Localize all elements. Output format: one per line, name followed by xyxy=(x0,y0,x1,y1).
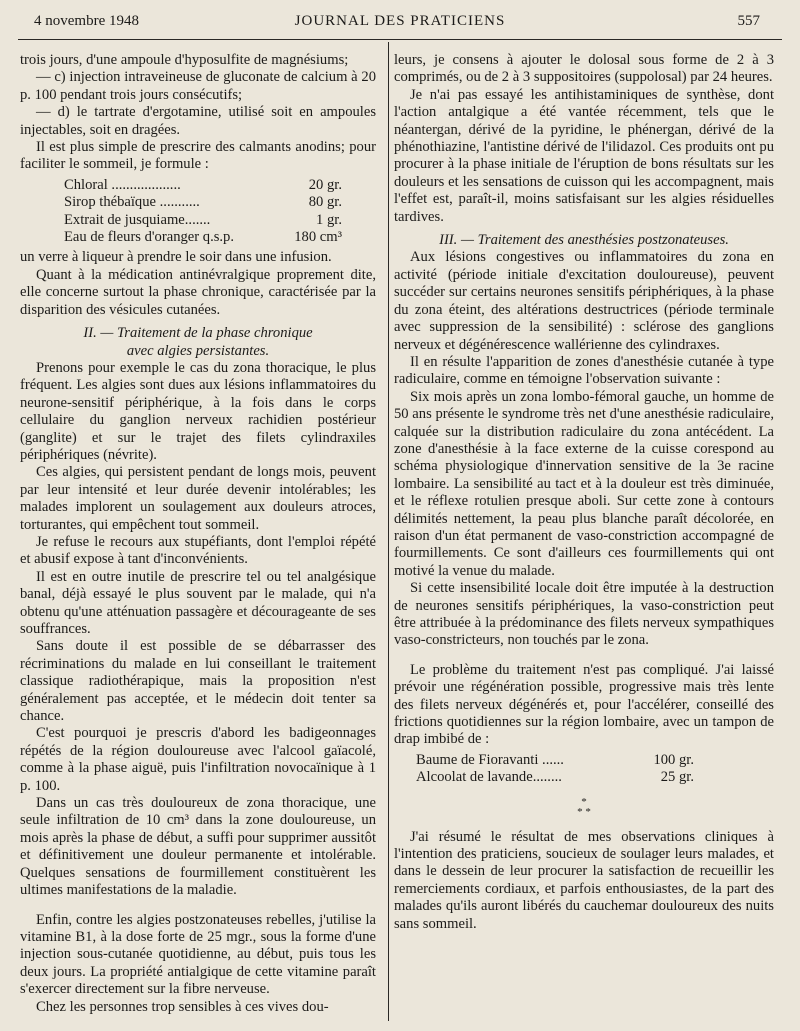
ingredient: Chloral ................... xyxy=(64,176,181,193)
paragraph: Dans un cas très douloureux de zona thoracique, une seule infiltration de 10 cm³ dans la zone douloureuse, un mois après la phase de début, a suffi pour supprimer aussitôt et définitivement une douleur permanente et intolérable. Quelques sensations de fourmillement constituèrent les ultimes manifestations de la maladie. xyxy=(20,795,376,899)
paragraph: — c) injection intraveineuse de gluconate de calcium à 20 p. 100 pendant trois jours consécutifs; xyxy=(20,69,376,103)
left-column xyxy=(20,52,376,1016)
paragraph: Prenons pour exemple le cas du zona thoracique, le plus fréquent. Les algies sont dues aux lésions inflammatoires du neurone-sensitif périphérique, à la fois dans le corps cellulaire du ganglion nerveux rachidien postérieur (ganglite) et sur le trajet des filets cylindraxiles périphériques (névrite). xyxy=(20,359,376,463)
quantity: 20 gr. xyxy=(308,176,342,193)
ingredient: Extrait de jusquiame....... xyxy=(64,211,211,228)
prescription-row xyxy=(20,177,376,194)
paragraph: trois jours, d'une ampoule d'hyposulfite de magnésiums; xyxy=(20,52,349,68)
paragraph: leurs, je consens à ajouter le dolosal sous forme de 2 à 3 comprimés, ou de 2 à 3 suppositoires (suppolosal) par 24 heures. xyxy=(394,52,774,86)
ingredient: Alcoolat de lavande........ xyxy=(416,769,562,786)
paragraph: Ces algies, qui persistent pendant de longs mois, peuvent par leur intensité et leur durée devenir intolérables; les malades implorent un soulagement aux douleurs atroces, torturantes, qui empêchent tout sommeil. xyxy=(20,464,376,533)
paragraph: Chez les personnes trop sensibles à ces vives dou- xyxy=(36,998,329,1015)
ingredient: Sirop thébaïque ........... xyxy=(64,194,200,211)
paragraph: Six mois après un zona lombo-fémoral gauche, un homme de 50 ans présente le syndrome très net d'une anesthésie radiculaire, calquée sur la distribution radiculaire du zona antécédent. La zone d'anesthésie à la face externe de la cuisse corespond au schéma physiologique d'innervation sensitive de la 3e racine lombaire. La sensibilité au tact et à la douleur est très diminuée, et le réflexe rotulien presque aboli. Sur cette zone à contours délimités nettement, la peau plus blanche paraît décolorée, en raison d'un état permanent de vaso-constriction accompagné de fourmillements. Ce sont d'ailleurs ces fourmillements qui ont motivé la venue du malade. xyxy=(394,388,774,579)
paragraph: Je n'ai pas essayé les antihistaminiques de synthèse, dont l'action antalgique a été vantée récemment, tels que le néantergan, dérivé de la pyridine, le phénergan, dérivé de la phénothiazine, l'antistine dérivé de l'ilidazol. Ces produits ont pu procurer à la phase initiale de l'éruption de bons résultats sur les douleurs et les sensations de cuisson qui les accompagnent, mais l'effet est, paraît-il, moins satisfaisant sur les algies résiduelles tardives. xyxy=(394,86,774,225)
paragraph: J'ai résumé le résultat de mes observations cliniques à l'intention des praticiens, soucieux de soulager leurs malades, et dans le dessein de leur procurer la satisfaction de recueillir les remerciements cordiaux, et parfois enthousiastes, de la part des malades qu'ils auront libérés du cauchemar douloureux des nuits sans sommeil. xyxy=(394,828,774,932)
column-divider xyxy=(388,42,389,1021)
prescription-table xyxy=(20,177,376,247)
section-heading: II. — Traitement de la phase chronique xyxy=(83,325,313,342)
quantity: 80 gr. xyxy=(308,194,342,211)
paragraph: Si cette insensibilité locale doit être imputée à la destruction de neurones sensitifs périphériques, la vaso-constriction peut être attribuée à la prédominance des filets nerveux sympathiques vaso-constricteurs, non touchés par le zona. xyxy=(394,580,774,649)
paragraph: C'est pourquoi je prescris d'abord les badigeonnages répétés de la région douloureuse avec l'alcool gaïacolé, comme à la phase aiguë, puis l'infiltration novocaïnique à 1 p. 100. xyxy=(20,725,376,794)
paragraph: Aux lésions congestives ou inflammatoires du zona en activité (période initiale d'excitation douloureuse), peuvent succéder sur certains neurones sensitifs périphériques, à la phase du zona éteint, des altérations destructrices (période terminale avec suppression de la sensibilité) : sclérose des ganglions nerveux et dégénérescence wallérienne des cylindraxes. xyxy=(394,249,774,353)
page-number: 557 xyxy=(737,13,760,29)
prescription-row xyxy=(394,769,774,786)
spacer xyxy=(20,900,376,912)
running-header xyxy=(0,10,800,34)
paragraph: — d) le tartrate d'ergotamine, utilisé soit en ampoules injectables, soit en dragées. xyxy=(20,104,376,138)
star-bottom: * * xyxy=(577,805,591,818)
right-column xyxy=(394,52,774,933)
paragraph: Sans doute il est possible de se débarrasser des récriminations du malade en lui conseillant le traitement classique radiothérapique, mais la proposition n'est généralement pas acceptée, et le médecin doit tenter sa chance. xyxy=(20,638,376,725)
prescription-row xyxy=(20,229,376,246)
quantity: 180 cm³ xyxy=(294,229,342,246)
prescription-row xyxy=(20,194,376,211)
quantity: 1 gr. xyxy=(316,211,342,228)
quantity: 100 gr. xyxy=(653,751,694,768)
section-separator-stars xyxy=(394,797,774,817)
paragraph: un verre à liqueur à prendre le soir dans une infusion. xyxy=(20,249,332,266)
header-date: 4 novembre 1948 xyxy=(34,13,139,29)
paragraph: Le problème du traitement n'est pas compliqué. J'ai laissé prévoir une régénération possible, progressive mais très lente des filets nerveux dégénérés et, pour l'accélérer, conseillé des frictions quotidiennes sur la région lombaire, avec un tampon de drap imbibé de : xyxy=(394,661,774,748)
star-top: * xyxy=(581,795,587,808)
paragraph: Il est en outre inutile de prescrire tel ou tel analgésique banal, déjà essayé le plus souvent par le malade, qui n'a obtenu qu'une atténuation passagère et décourageante de ses souffrances. xyxy=(20,568,376,637)
prescription-row xyxy=(394,752,774,769)
prescription-row xyxy=(20,212,376,229)
paragraph: Il est plus simple de prescrire des calmants anodins; pour faciliter le sommeil, je formule : xyxy=(20,139,376,173)
quantity: 25 gr. xyxy=(660,769,694,786)
paragraph: Quant à la médication antinévralgique proprement dite, elle concerne surtout la phase chronique, caractérisée par la disparition des vésicules cutanées. xyxy=(20,266,376,318)
journal-title: JOURNAL DES PRATICIENS xyxy=(294,13,506,29)
spacer xyxy=(394,650,774,662)
header-rule xyxy=(18,39,782,40)
ingredient: Baume de Fioravanti ...... xyxy=(416,751,564,768)
section-heading-sub: avec algies persistantes. xyxy=(126,342,270,359)
prescription-table xyxy=(394,752,774,787)
paragraph: Enfin, contre les algies postzonateuses rebelles, j'utilise la vitamine B1, à la dose forte de 25 mgr., sous la forme d'une injection sous-cutanée quotidienne, au début, puis tous les deux jours. La propriété antialgique de cette vitamine paraît s'exercer directement sur la fibre nerveuse. xyxy=(20,911,376,998)
paragraph: Il en résulte l'apparition de zones d'anesthésie cutanée à type radiculaire, comme en témoigne l'observation suivante : xyxy=(394,353,774,388)
ingredient: Eau de fleurs d'oranger q.s.p. xyxy=(64,229,234,246)
paragraph: Je refuse le recours aux stupéfiants, dont l'emploi répété et abusif expose à tant d'inconvénients. xyxy=(20,533,376,568)
section-heading: III. — Traitement des anesthésies postzonateuses. xyxy=(439,232,729,249)
